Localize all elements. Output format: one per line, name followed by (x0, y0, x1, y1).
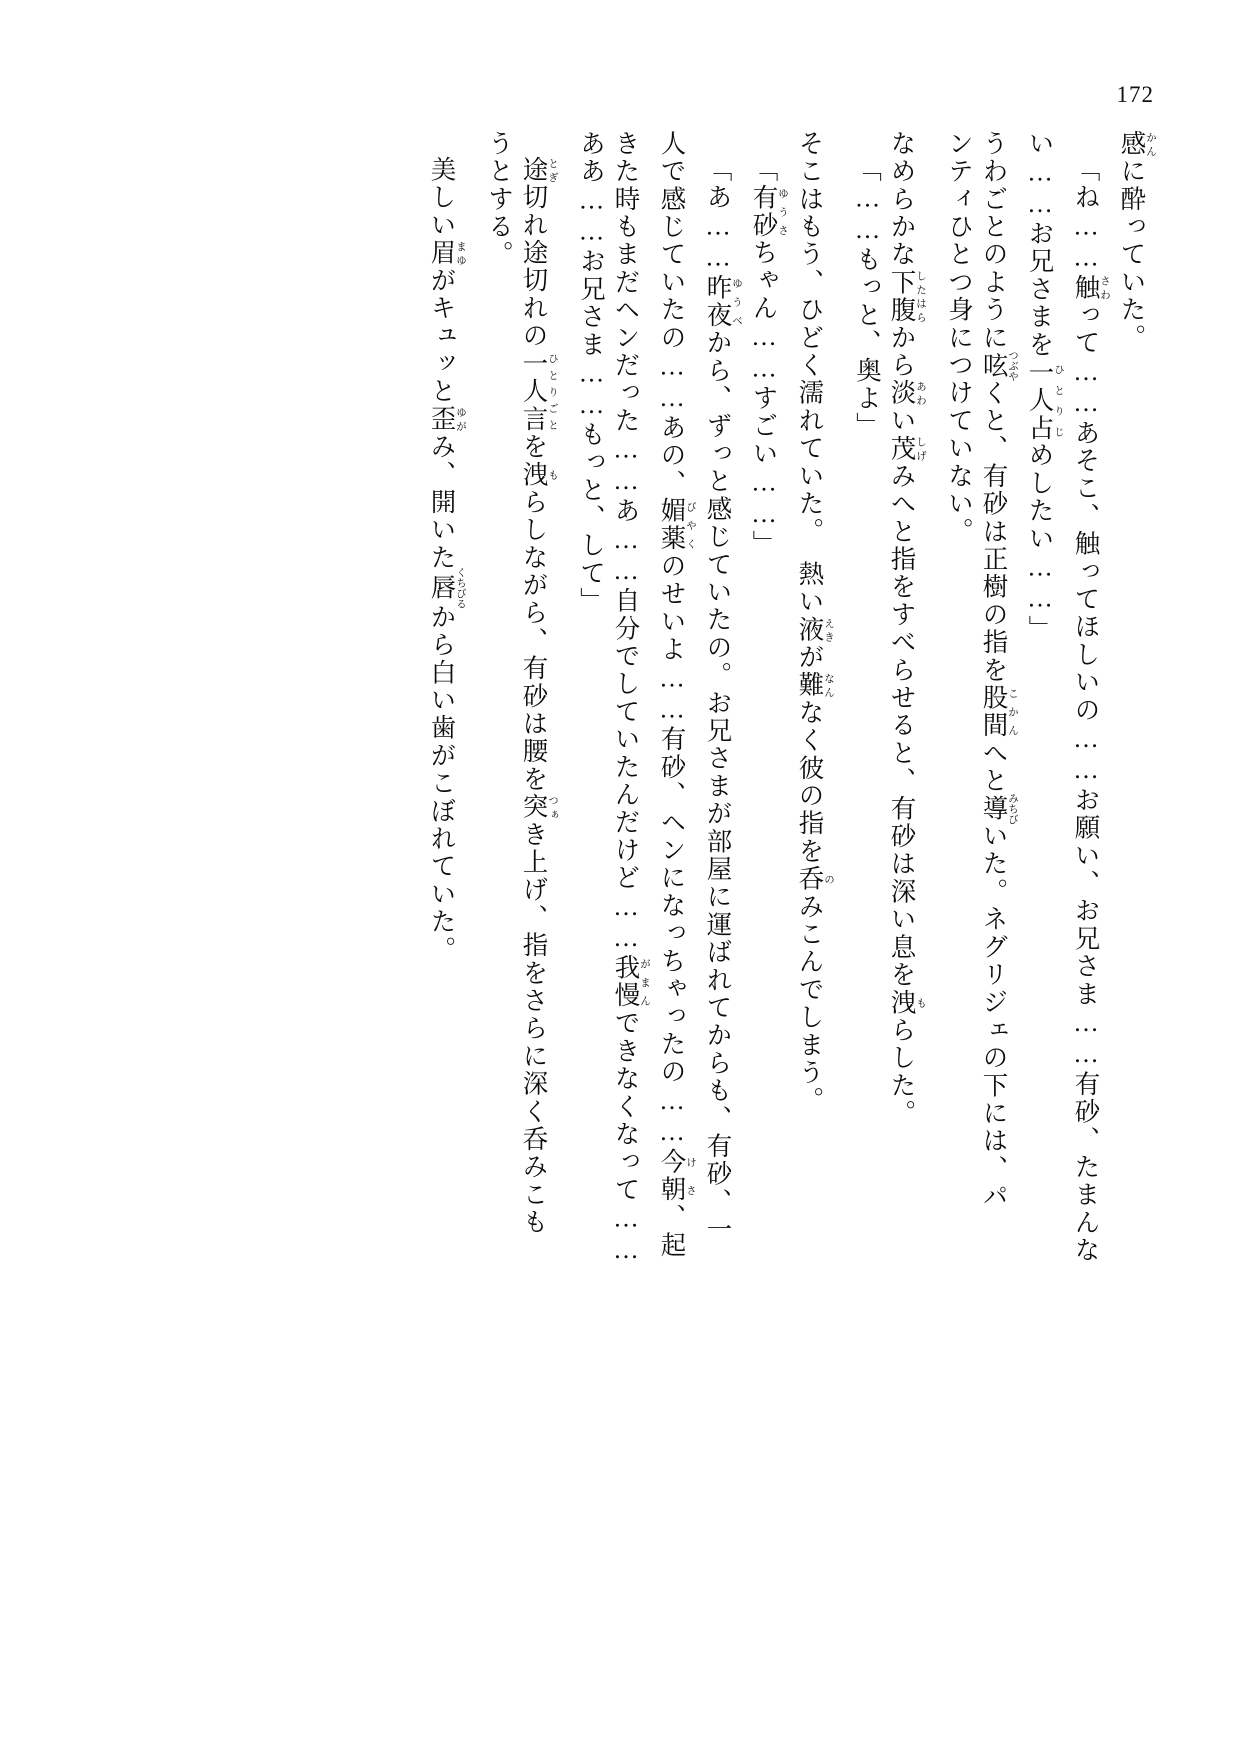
vertical-text-block (156, 130, 1156, 1450)
text-line: 「ね……触さわって……あそこ、触ってほしいの……お願い、お兄さま……有砂、たまんな (1071, 156, 1110, 1265)
text-line: きた時もまだヘンだった……あ……自分でしていたんだけど……我慢がまんできなくなって…… (611, 130, 650, 1267)
text-line: 途とぎ切れ途切れの一人言ひとりごとを洩もらしながら、有砂は腰を突つぁき上げ、指をさらに深く呑みこも (519, 156, 558, 1237)
text-line: うわごとのように呟つぶやくと、有砂は正樹の指を股間こかんへと導みちびいた。ネグリジェの下には、パ (979, 130, 1018, 1211)
text-line: なめらかな下腹したはらから淡あわい茂しげみへと指をすべらせると、有砂は深い息を洩もらした。 (887, 130, 926, 1128)
text-line: うとする。 (485, 130, 514, 269)
text-line: い……お兄さまを一人占ひとりじめしたい……」 (1025, 130, 1064, 643)
text-line: そこはもう、ひどく濡れていた。 熱い液えきが難なんなく彼の指を呑のみこんでしまう。 (795, 130, 834, 1115)
text-line: 「有砂ゆうさちゃん……すごい……」 (749, 156, 788, 558)
text-line: ああ……お兄さま……もっと、して」 (577, 130, 606, 615)
text-line: 感かんに酔っていた。 (1117, 130, 1156, 352)
text-line: 「あ……昨夜ゆうべから、ずっと感じていたの。お兄さまが部屋に運ばれてからも、有砂、一 (703, 156, 742, 1244)
text-line: 「……もっと、奥よ」 (853, 156, 882, 440)
page-number: 172 (1116, 82, 1154, 107)
text-line: 美しい眉まゆがキュッと歪ゆがみ、開いた唇くちびるから白い歯がこぼれていた。 (427, 156, 466, 964)
text-line: ンティひとつ身につけていない。 (945, 130, 974, 546)
text-line: 人で感じていたの……あの、媚薬びやくのせいよ……有砂、ヘンになっちゃったの……今朝けさ、起 (657, 130, 696, 1260)
